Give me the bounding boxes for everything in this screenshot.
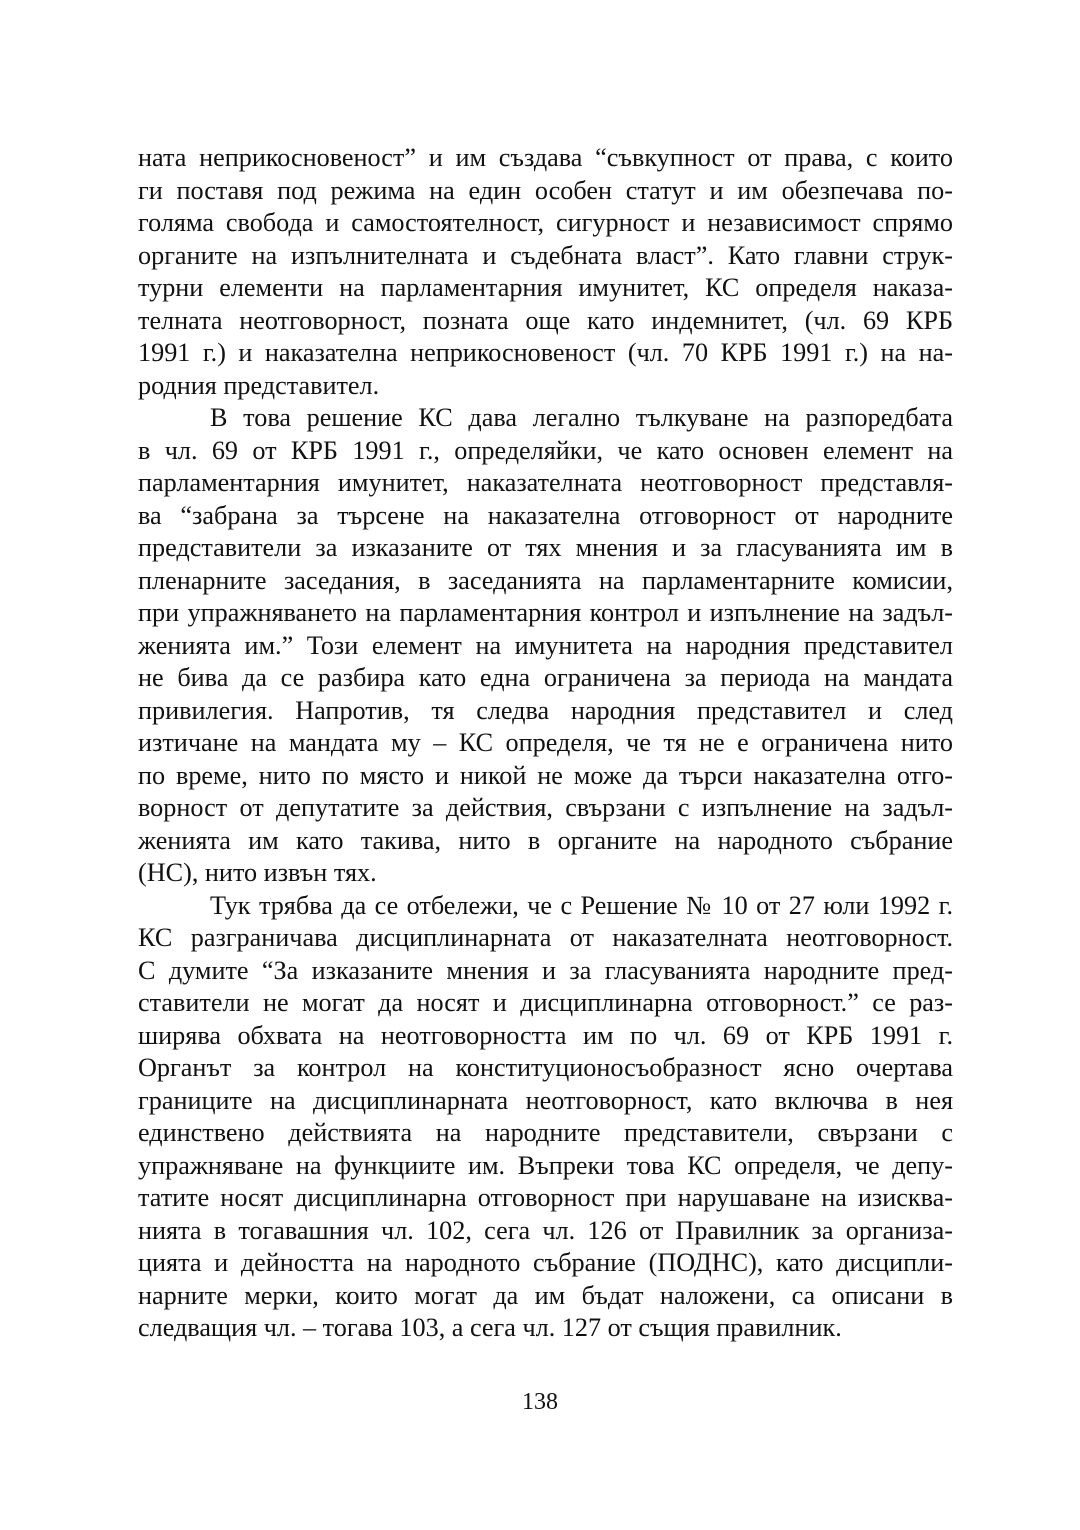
- text-line: телната неотговорност, позната още като индемнитет, (чл. 69 КРБ: [138, 305, 953, 335]
- text-line: Тук трябва да се отбележи, че с Решение № 10 от 27 юли 1992 г.: [210, 890, 953, 920]
- text-line: Органът за контрол на конституционосъобразност ясно очертава: [138, 1053, 953, 1082]
- text-line: женията им.” Този елемент на имунитета на народния представител: [138, 630, 953, 660]
- text-line: границите на дисциплинарната неотговорност, като включва в нея: [138, 1085, 953, 1115]
- text-line: упражняване на функциите им. Въпреки това КС определя, че депу-: [138, 1150, 953, 1180]
- text-line: ворност от депутатите за действия, свързани с изпълнение на задъл-: [138, 793, 953, 822]
- text-line: ширява обхвата на неотговорността им по чл. 69 от КРБ 1991 г.: [138, 1020, 953, 1050]
- page-number: 138: [522, 1389, 558, 1415]
- text-line: в чл. 69 от КРБ 1991 г., определяйки, че като основен елемент на: [138, 435, 953, 465]
- text-line: изтичане на мандата му – КС определя, че тя не е ограничена нито: [138, 728, 953, 757]
- text-line: женията им като такива, нито в органите на народното събрание: [138, 825, 953, 855]
- text-line: при упражняването на парламентарния контрол и изпълнение на задъл-: [138, 598, 953, 627]
- text-line: голяма свобода и самостоятелност, сигурност и независимост спрямо: [138, 208, 953, 237]
- text-line: нията в тогавашния чл. 102, сега чл. 126 от Правилник за организа-: [138, 1215, 953, 1245]
- text-line: ги поставя под режима на един особен статут и им обезпечава по-: [138, 175, 953, 205]
- text-line: КС разграничава дисциплинарната от наказателната неотговорност.: [138, 923, 953, 952]
- text-line: следващия чл. – тогава 103, а сега чл. 127 от същия правилник.: [138, 1313, 842, 1342]
- body-text: [138, 142, 953, 1345]
- paragraph: [138, 890, 953, 1345]
- text-line: ва “забрана за търсене на наказателна отговорност от народните: [138, 500, 953, 530]
- paragraph: [138, 402, 953, 890]
- text-line: парламентарния имунитет, наказателната неотговорност представля-: [138, 468, 953, 497]
- text-line: В това решение КС дава легално тълкуване на разпоредбата: [210, 403, 953, 432]
- paragraph: [138, 142, 953, 402]
- text-line: единствено действията на народните представители, свързани с: [138, 1118, 953, 1147]
- text-line: родния представител.: [138, 370, 380, 400]
- text-line: по време, нито по място и никой не може да търси наказателна отго-: [138, 760, 953, 790]
- text-line: ната неприкосновеност” и им създава “съвкупност от права, с които: [138, 143, 953, 172]
- text-line: пленарните заседания, в заседанията на парламентарните комисии,: [138, 565, 953, 595]
- text-line: татите носят дисциплинарна отговорност при нарушаване на изисква-: [138, 1183, 953, 1212]
- text-line: представители за изказаните от тях мнения и за гласуванията им в: [138, 533, 953, 562]
- text-line: турни елементи на парламентарния имунитет, КС определя наказа-: [138, 273, 953, 302]
- text-line: привилегия. Напротив, тя следва народния представител и след: [138, 695, 953, 725]
- text-line: цията и дейността на народното събрание (ПОДНС), като дисципли-: [138, 1248, 953, 1277]
- text-line: С думите “За изказаните мнения и за гласуванията народните пред-: [138, 955, 953, 985]
- text-line: (НС), нито извън тях.: [138, 858, 377, 887]
- text-line: 1991 г.) и наказателна неприкосновеност (чл. 70 КРБ 1991 г.) на на-: [138, 338, 953, 367]
- text-line: ставители не могат да носят и дисциплинарна отговорност.” се раз-: [138, 988, 953, 1017]
- text-line: не бива да се разбира като една ограничена за периода на мандата: [138, 663, 953, 692]
- text-line: органите на изпълнителната и съдебната власт”. Като главни струк-: [138, 240, 953, 270]
- text-line: нарните мерки, които могат да им бъдат наложени, са описани в: [138, 1280, 953, 1310]
